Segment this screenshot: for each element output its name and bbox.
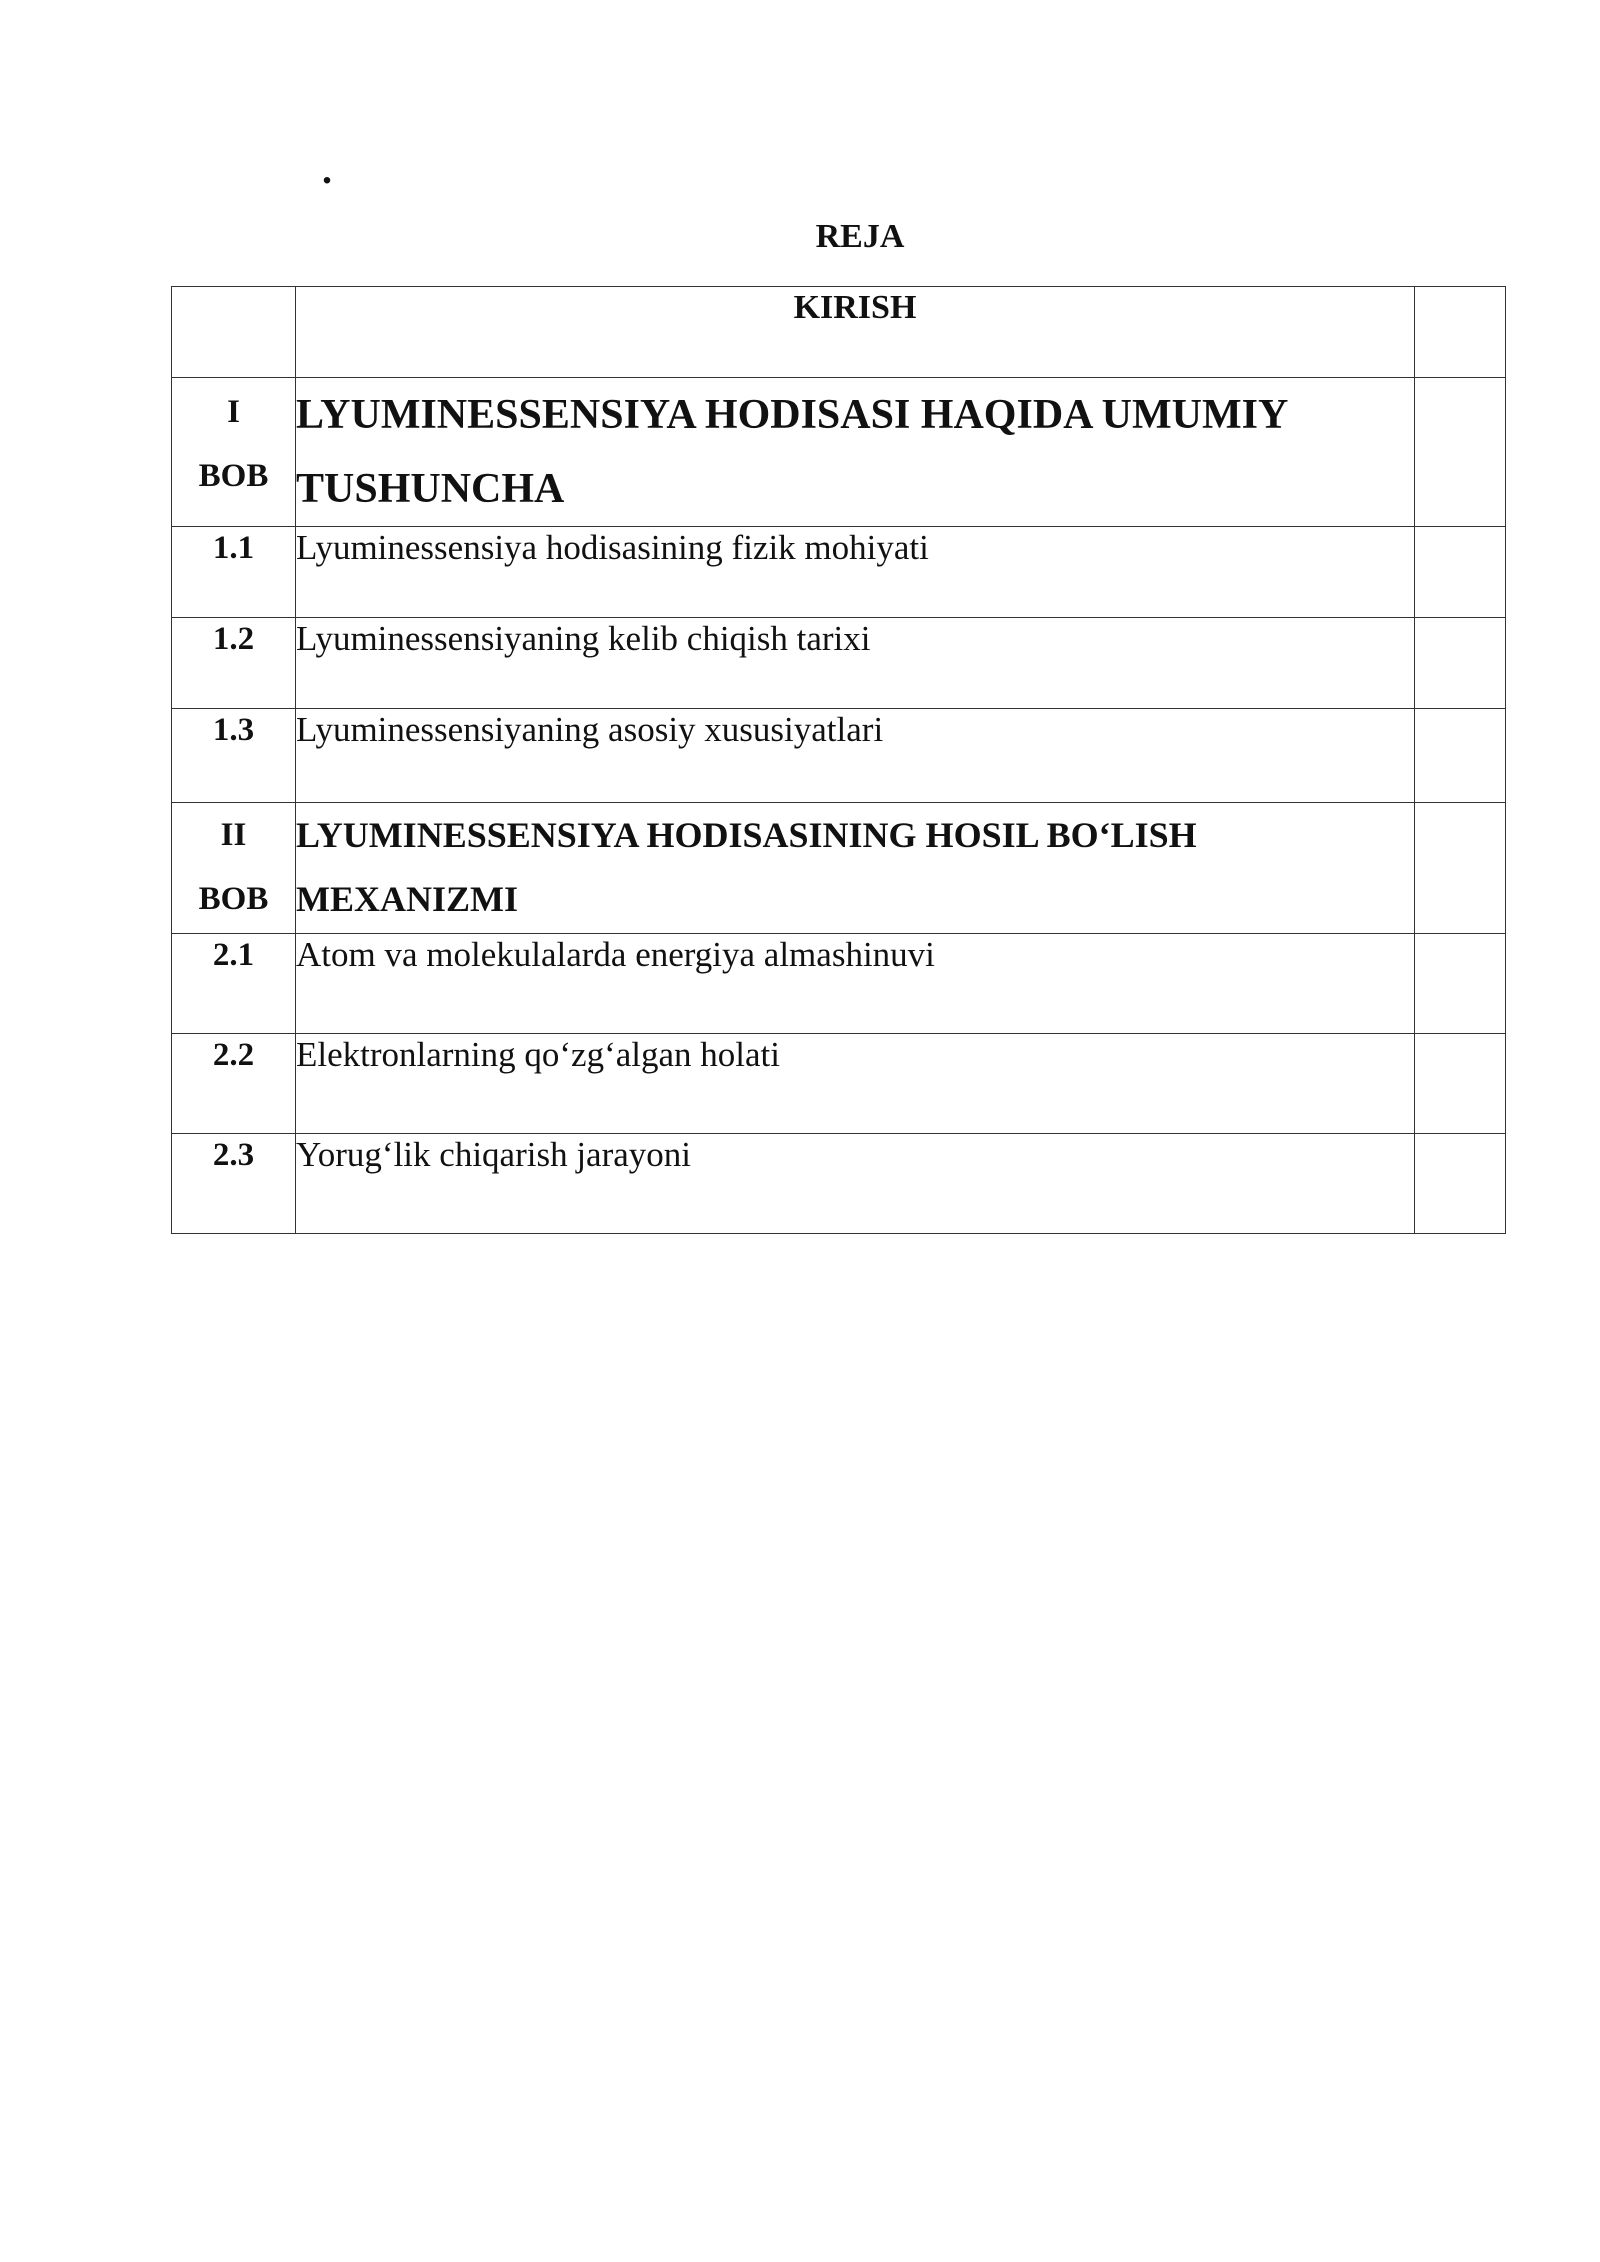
chapter-roman: II xyxy=(220,817,247,853)
toc-row-intro xyxy=(172,287,1506,378)
toc-row-section xyxy=(172,934,1506,1034)
toc-row-section xyxy=(172,527,1506,618)
toc-section-title: Lyuminessensiyaning kelib chiqish tarixi xyxy=(296,618,1415,709)
toc-section-number: 1.1 xyxy=(172,527,296,618)
toc-page-cell xyxy=(1415,1034,1506,1134)
toc-row-chapter-1 xyxy=(172,378,1506,527)
toc-row-section xyxy=(172,1034,1506,1134)
toc-row-chapter-2 xyxy=(172,803,1506,934)
toc-chapter-title: LYUMINESSENSIYA HODISASI HAQIDA UMUMIY TUSHUNCHA xyxy=(296,378,1415,527)
toc-section-title: Elektronlarning qo‘zg‘algan holati xyxy=(296,1034,1415,1134)
toc-page-cell xyxy=(1415,1134,1506,1234)
toc-page-cell xyxy=(1415,378,1506,527)
toc-section-title: Lyuminessensiya hodisasining fizik mohiyati xyxy=(296,527,1415,618)
toc-section-title: Lyuminessensiyaning asosiy xususiyatlari xyxy=(296,709,1415,803)
toc-intro-title: KIRISH xyxy=(296,287,1415,378)
toc-section-number: 2.3 xyxy=(172,1134,296,1234)
toc-page-cell xyxy=(1415,803,1506,934)
chapter-bob-label: BOB xyxy=(198,458,269,494)
toc-section-number: 2.1 xyxy=(172,934,296,1034)
chapter-roman: I xyxy=(227,394,240,430)
toc-chapter-title: LYUMINESSENSIYA HODISASINING HOSIL BO‘LISH MEXANIZMI xyxy=(296,803,1415,934)
bullet-marker: . xyxy=(322,147,332,192)
toc-page-cell xyxy=(1415,527,1506,618)
toc-page-cell xyxy=(1415,709,1506,803)
toc-chapter-number xyxy=(172,803,296,934)
toc-page-cell xyxy=(1415,934,1506,1034)
toc-row-section xyxy=(172,709,1506,803)
toc-chapter-number xyxy=(172,378,296,527)
chapter-bob-label: BOB xyxy=(198,881,269,917)
toc-section-number: 1.3 xyxy=(172,709,296,803)
table-of-contents xyxy=(171,286,1506,1234)
toc-number-cell xyxy=(172,287,296,378)
toc-section-number: 2.2 xyxy=(172,1034,296,1134)
page-title: REJA xyxy=(815,218,905,255)
toc-section-title: Yorug‘lik chiqarish jarayoni xyxy=(296,1134,1415,1234)
toc-row-section xyxy=(172,1134,1506,1234)
toc-row-section xyxy=(172,618,1506,709)
toc-section-title: Atom va molekulalarda energiya almashinuvi xyxy=(296,934,1415,1034)
toc-page-cell xyxy=(1415,618,1506,709)
toc-page-cell xyxy=(1415,287,1506,378)
toc-section-number: 1.2 xyxy=(172,618,296,709)
